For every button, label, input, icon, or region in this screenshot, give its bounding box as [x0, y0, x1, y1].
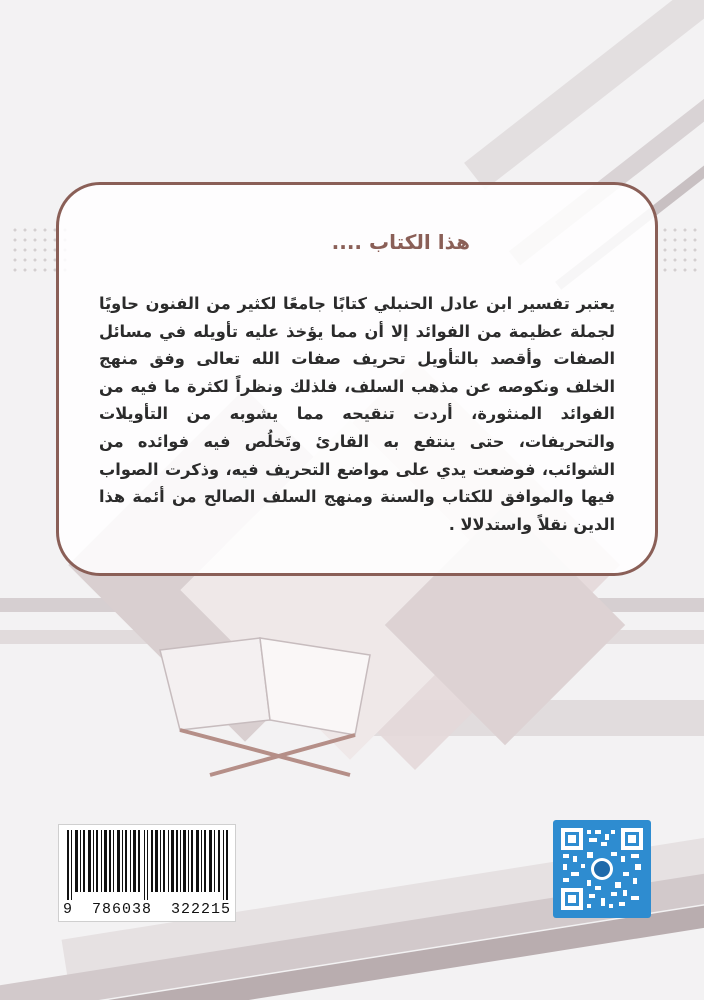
isbn-lead-digit: 9: [63, 901, 74, 918]
isbn-barcode: [58, 824, 236, 922]
isbn-group-1: 786038: [91, 901, 152, 918]
dot-pattern: [660, 225, 700, 275]
barcode-bars: [65, 830, 229, 900]
isbn-group-2: 322215: [170, 901, 231, 918]
book-description: يعتبر تفسير ابن عادل الحنبلي كتابًا جامعًا لكثير من الفنون حاويًا لجملة عظيمة من الفوائد إلا أن مما يؤخذ عليه تأويله في مسائل الصفات وأقصد بالتأويل تحريف صفات الله تعالى وفق منهج الخلف ونكوصه عن مذهب السلف، فلذلك ونظراً لكثرة ما فيه من الفوائد المنثورة، أردت تنقيحه مما يشوبه من التأويلات والتحريفات، حتى ينتفع به القارئ وتَخلُص فيه فوائده من الشوائب، فوضعت يدي على مواضع التحريف فيه، وذكرت الصواب فيها والموافق للكتاب والسنة ومنهج السلف الصالح من أئمة هذا الدين نقلاً واستدلالا .: [99, 294, 615, 534]
diagonal-stripe: [464, 0, 704, 190]
panel-heading: هذا الكتاب ....: [331, 230, 470, 254]
open-book-illustration: [150, 630, 390, 780]
qr-code: [553, 820, 651, 918]
isbn-digits: [63, 901, 231, 917]
qr-code-pattern: [561, 828, 643, 910]
description-panel: [56, 182, 658, 576]
